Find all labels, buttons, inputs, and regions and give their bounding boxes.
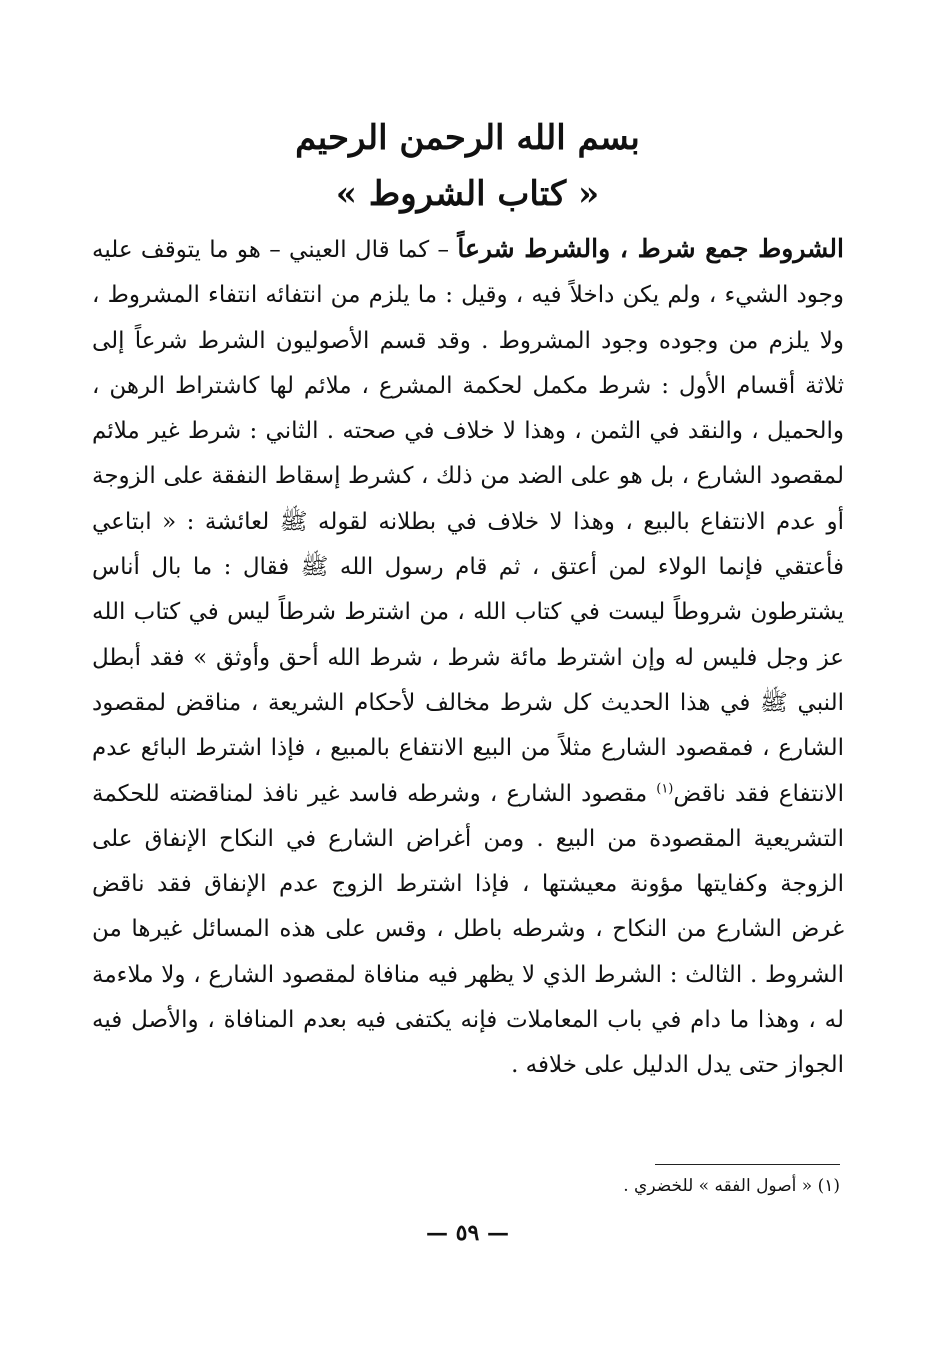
main-paragraph (92, 226, 844, 1089)
paragraph-text: – كما قال العيني – هو ما يتوقف عليه وجود الشيء ، ولم يكن داخلاً فيه ، وقيل : ما يلزم من انتفائه انتفاء المشروط ، ولا يلزم من وجوده وجود المشروط . وقد قسم الأصوليون الشرط شرعاً إلى ثلاثة أقسام الأول : شرط مكمل لحكمة المشرع ، ملائم لها كاشتراط الرهن ، والحميل ، والنقد في الثمن ، وهذا لا خلاف في صحته . الثاني : شرط غير ملائم لمقصود الشارع ، بل هو على الضد من ذلك ، كشرط إسقاط النفقة على الزوجة أو عدم الانتفاع بالبيع ، وهذا لا خلاف في بطلانه لقوله ﷺ لعائشة : « ابتاعي فأعتقي فإنما الولاء لمن أعتق ، ثم قام رسول الله ﷺ فقال : ما بال أناس يشترطون شروطاً ليست في كتاب الله ، من اشترط شرطاً ليس في كتاب الله عز وجل فليس له وإن اشترط مائة شرط ، شرط الله أحق وأوثق » فقد أبطل النبي ﷺ في هذا الحديث كل شرط مخالف لأحكام الشريعة ، مناقض لمقصود الشارع ، فمقصود الشارع مثلاً من البيع الانتفاع بالمبيع ، فإذا اشترط البائع عدم الانتفاع فقد ناقض (92, 237, 845, 807)
basmala-heading: بسم الله الرحمن الرحيم (295, 118, 640, 158)
footnote-divider (655, 1164, 840, 1165)
chapter-title: « كتاب الشروط » (335, 174, 600, 214)
paragraph-lead: الشروط جمع شرط ، والشرط شرعاً (457, 234, 844, 263)
page-number: — ٥٩ — (426, 1220, 509, 1246)
footnote: (١) « أصول الفقه » للخضري . (623, 1176, 840, 1196)
footnote-reference: (١) (656, 780, 674, 796)
paragraph-text-continued: مقصود الشارع ، وشرطه فاسد غير نافذ لمناقضته للحكمة التشريعية المقصودة من البيع . ومن أغراض الشارع في النكاح الإنفاق على الزوجة وكفايتها مؤونة معيشتها ، فإذا اشترط الزوج عدم الإنفاق فقد ناقض غرض الشارع من النكاح ، وشرطه باطل ، وقس على هذه المسائل غيرها من الشروط . الثالث : الشرط الذي لا يظهر فيه منافاة لمقصود الشارع ، ولا ملاءمة له ، وهذا ما دام في باب المعاملات فإنه يكتفى فيه بعدم المنافاة ، والأصل فيه الجواز حتى يدل الدليل على خلافه . (92, 780, 844, 1079)
